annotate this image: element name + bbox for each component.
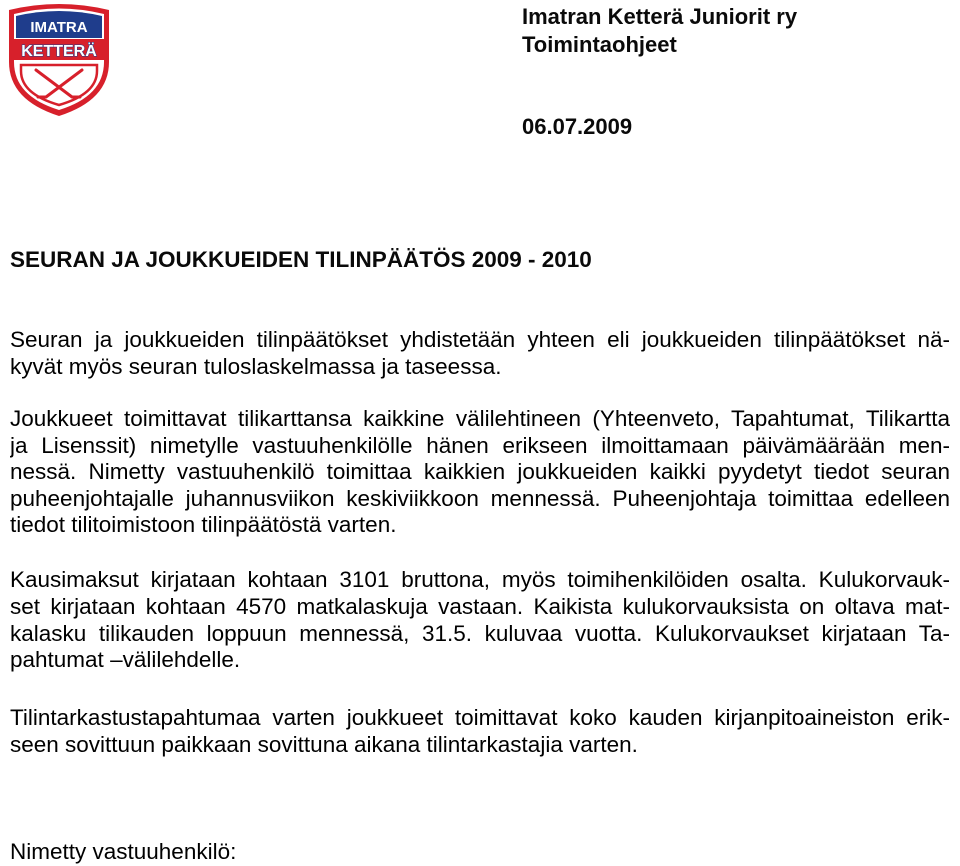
- organization-name: Imatran Ketterä Juniorit ry: [522, 4, 798, 29]
- paragraph-line: nessä. Nimetty vastuuhenkilö toimittaa kaikkien joukkueiden kaikki pyydetyt tiedot seuran: [10, 459, 950, 484]
- paragraph-3: [10, 567, 950, 674]
- document-type: Toimintaohjeet: [522, 32, 677, 57]
- paragraph-line: kalasku tilikauden loppuun mennessä, 31.5. kuluvaa vuotta. Kulukorvaukset kirjataan Ta-: [10, 620, 950, 646]
- paragraph-line: puheenjohtajalle juhannusviikon keskiviikkoon mennessä. Puheenjohtaja toimittaa edelleen: [10, 485, 950, 511]
- paragraph-line: tiedot tilitoimistoon tilinpäätöstä varten.: [10, 512, 397, 537]
- paragraph-line: pahtumat –välilehdelle.: [10, 647, 241, 673]
- responsible-person-label: Nimetty vastuuhenkilö:: [10, 839, 237, 864]
- paragraph-line: Joukkueet toimittavat tilikarttansa kaikkine välilehtineen (Yhteenveto, Tapahtumat, Tilikartta: [10, 406, 950, 431]
- paragraph-line: seen sovittuun paikkaan sovittuna aikana tilintarkastajia varten.: [10, 731, 638, 757]
- club-logo: [6, 0, 112, 118]
- paragraph-line: Tilintarkastustapahtumaa varten joukkueet toimittavat koko kauden kirjanpitoaineiston erik-: [10, 705, 950, 730]
- logo-top-text: IMATRA: [30, 19, 88, 36]
- paragraph-2: [10, 406, 950, 539]
- logo-band-text: KETTERÄ: [21, 43, 97, 60]
- paragraph-line: kyvät myös seuran tuloslaskelmassa ja taseessa.: [10, 353, 502, 379]
- paragraph-line: Kausimaksut kirjataan kohtaan 3101 bruttona, myös toimihenkilöiden osalta. Kulukorvauk-: [10, 567, 950, 592]
- document-title: SEURAN JA JOUKKUEIDEN TILINPÄÄTÖS 2009 - 2010: [10, 247, 592, 272]
- paragraph-line: Seuran ja joukkueiden tilinpäätökset yhdistetään yhteen eli joukkueiden tilinpäätökset nä-: [10, 327, 950, 352]
- paragraph-4: [10, 705, 950, 758]
- paragraph-1: [10, 327, 950, 380]
- paragraph-line: set kirjataan kohtaan 4570 matkalaskuja vastaan. Kaikista kulukorvauksista on oltava mat-: [10, 593, 950, 619]
- paragraph-line: ja Lisenssit) nimetylle vastuuhenkilölle hänen erikseen ilmoittamaan päivämäärään men-: [10, 432, 950, 458]
- document-date: 06.07.2009: [522, 114, 633, 139]
